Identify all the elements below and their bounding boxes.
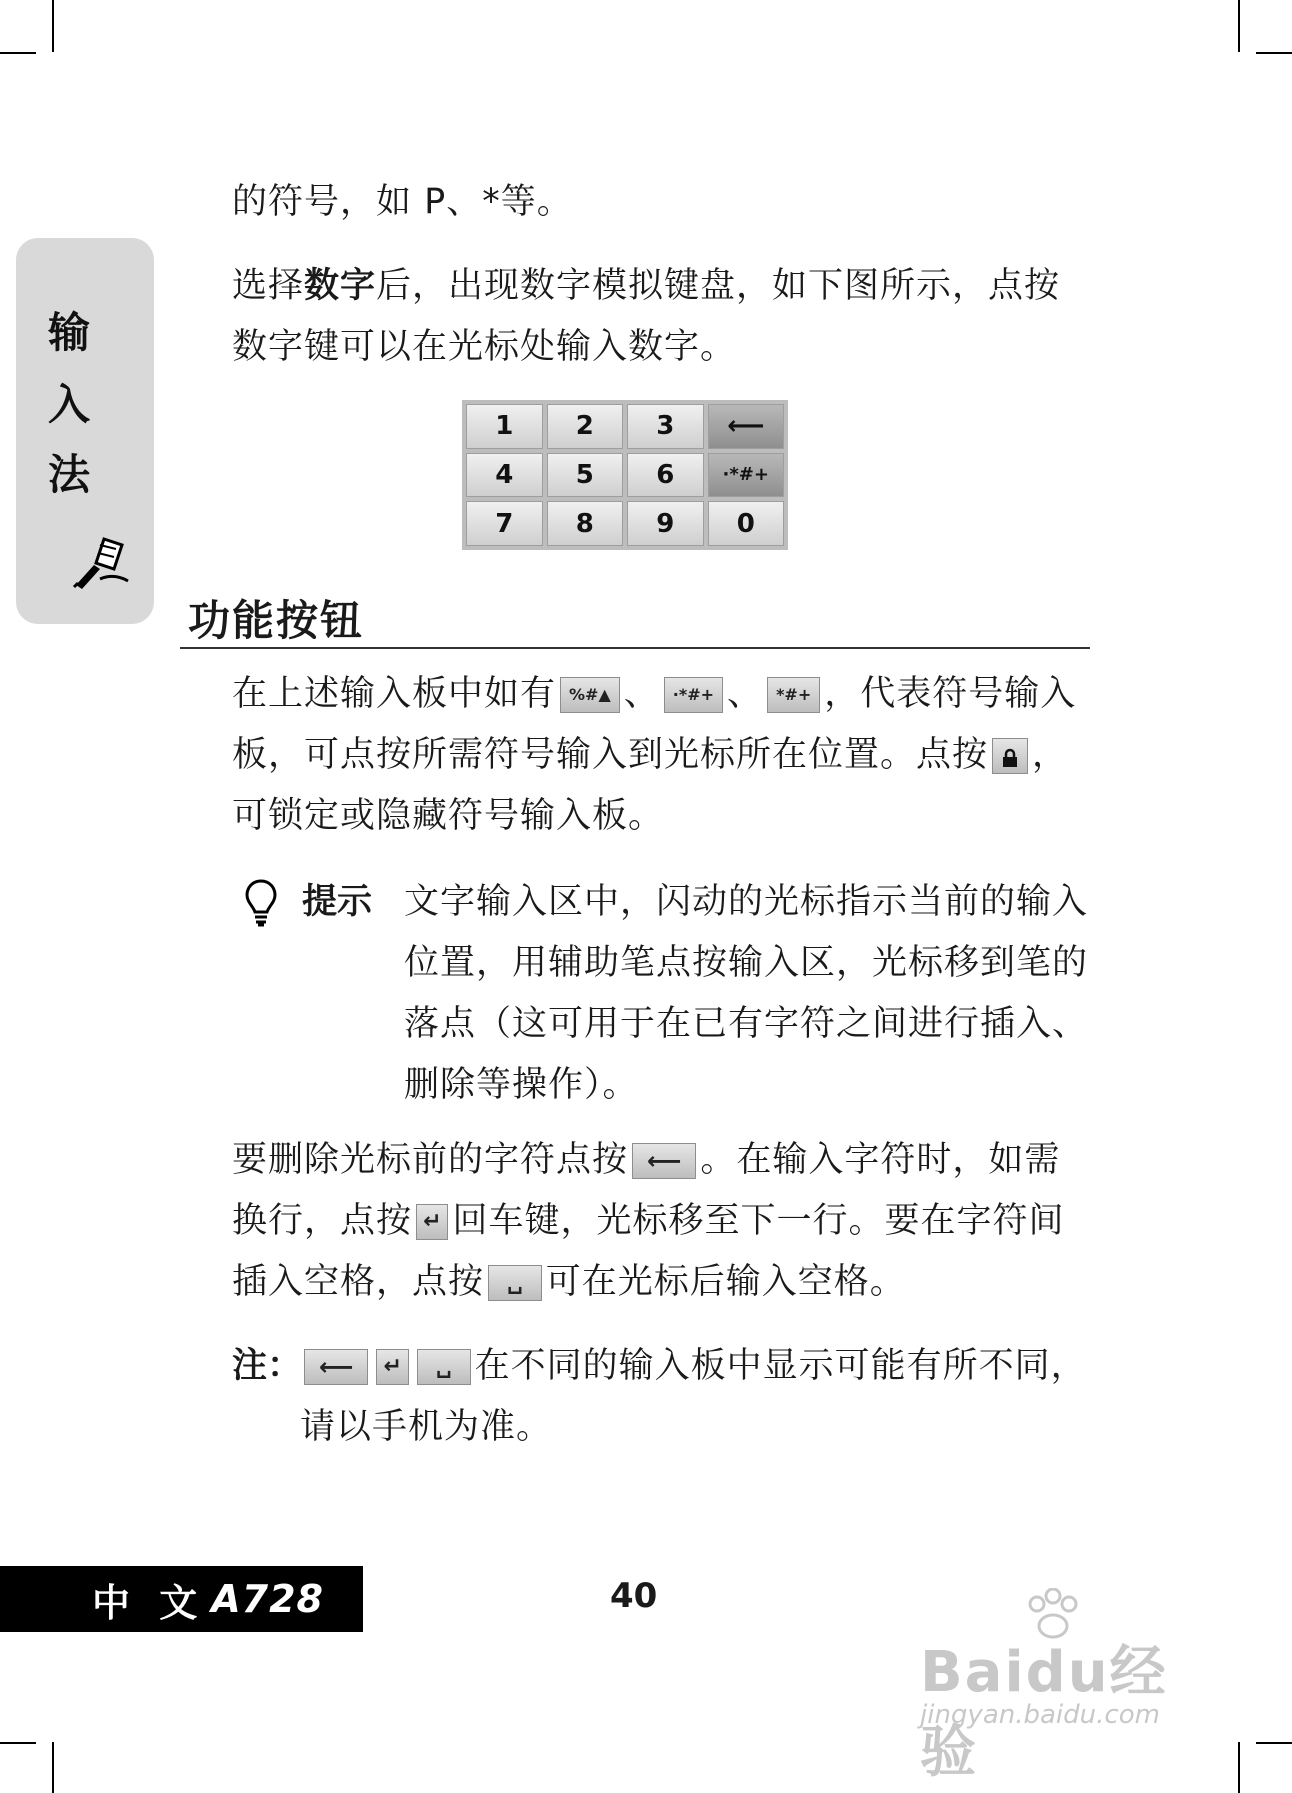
text: ，代表符号输入板，可点按所需符号输入到光标所在位置。点按 [232, 674, 1077, 775]
lock-icon [992, 738, 1028, 774]
symbol-panel-chip: *#+ [767, 677, 820, 713]
crop-mark [0, 1742, 36, 1744]
space-icon: ␣ [417, 1349, 471, 1385]
text: 、 [727, 674, 764, 714]
text: 在不同的输入板中显示可能有所不同，请以手机为准。 [300, 1346, 1087, 1447]
backspace-key[interactable]: ⟵ [708, 404, 785, 449]
bold-term: 数字 [304, 266, 377, 306]
text: 选择 [232, 266, 305, 306]
space-icon: ␣ [488, 1265, 542, 1301]
section-heading: 功能按钮 [188, 596, 365, 645]
text: 在上述输入板中如有 [232, 674, 557, 714]
side-tab-char: 入 [47, 380, 90, 429]
text: 要删除光标前的字符点按 [232, 1140, 629, 1180]
text: 回车键，光标移至下一行。要在字符间插入空格，点按 [232, 1201, 1065, 1302]
paragraph-symbol-panels [232, 664, 1092, 847]
key-3[interactable]: 3 [627, 404, 704, 449]
key-7[interactable]: 7 [466, 501, 543, 546]
text: 、 [623, 674, 660, 714]
tip-label: 提示 [302, 882, 373, 922]
crop-mark [0, 52, 36, 54]
tip-body: 文字输入区中，闪动的光标指示当前的输入位置，用辅助笔点按输入区，光标移到笔的落点（这可用于在已有字符之间进行插入、删除等操作）。 [404, 882, 1089, 1105]
key-6[interactable]: 6 [627, 453, 704, 498]
page-number: 40 [610, 1576, 658, 1616]
watermark-url: jingyan.baidu.com [920, 1700, 1160, 1730]
crop-mark [52, 1742, 54, 1793]
lightbulb-icon [244, 878, 278, 928]
crop-mark [1238, 0, 1240, 52]
watermark [920, 1598, 1220, 1785]
backspace-icon: ⟵ [304, 1349, 368, 1385]
symbol-panel-chip: ·*#+ [664, 677, 723, 713]
crop-mark [1238, 1742, 1240, 1793]
enter-icon: ↵ [376, 1349, 408, 1385]
numeric-keypad [462, 400, 788, 550]
key-0[interactable]: 0 [708, 501, 785, 546]
key-1[interactable]: 1 [466, 404, 543, 449]
pen-device-icon [70, 535, 132, 591]
footer-language: 中 文 [92, 1580, 206, 1625]
watermark-text: Baidu经验 [920, 1640, 1168, 1785]
key-2[interactable]: 2 [547, 404, 624, 449]
key-9[interactable]: 9 [627, 501, 704, 546]
enter-icon: ↵ [416, 1204, 448, 1240]
footer-bar [0, 1566, 363, 1632]
text: ，可锁定或隐藏符号输入板。 [232, 735, 1069, 836]
backspace-icon: ⟵ [632, 1143, 696, 1179]
footer-model: A728 [211, 1577, 324, 1621]
side-tab-char: 输 [47, 308, 90, 357]
symbol-panel-chip: %#▲ [560, 677, 620, 713]
text: 可在光标后输入空格。 [545, 1262, 906, 1302]
note-label: 注： [232, 1346, 303, 1386]
paragraph-symbols: 的符号，如 P、*等。 [232, 182, 573, 222]
paragraph-numeric-keypad [232, 256, 1092, 378]
note-body [300, 1336, 1090, 1458]
side-tab-char: 法 [47, 450, 90, 499]
crop-mark [1256, 1742, 1292, 1744]
crop-mark [1256, 52, 1292, 54]
paragraph-function-keys [232, 1130, 1092, 1313]
heading-divider [180, 647, 1090, 649]
symbol-key[interactable]: ·*#+ [708, 453, 785, 498]
key-4[interactable]: 4 [466, 453, 543, 498]
key-5[interactable]: 5 [547, 453, 624, 498]
crop-mark [52, 0, 54, 52]
text: 后，出现数字模拟键盘，如下图所示，点按数字键可以在光标处输入数字。 [232, 266, 1061, 367]
key-8[interactable]: 8 [547, 501, 624, 546]
text: 。在输入字符时，如需换行，点按 [232, 1140, 1061, 1241]
